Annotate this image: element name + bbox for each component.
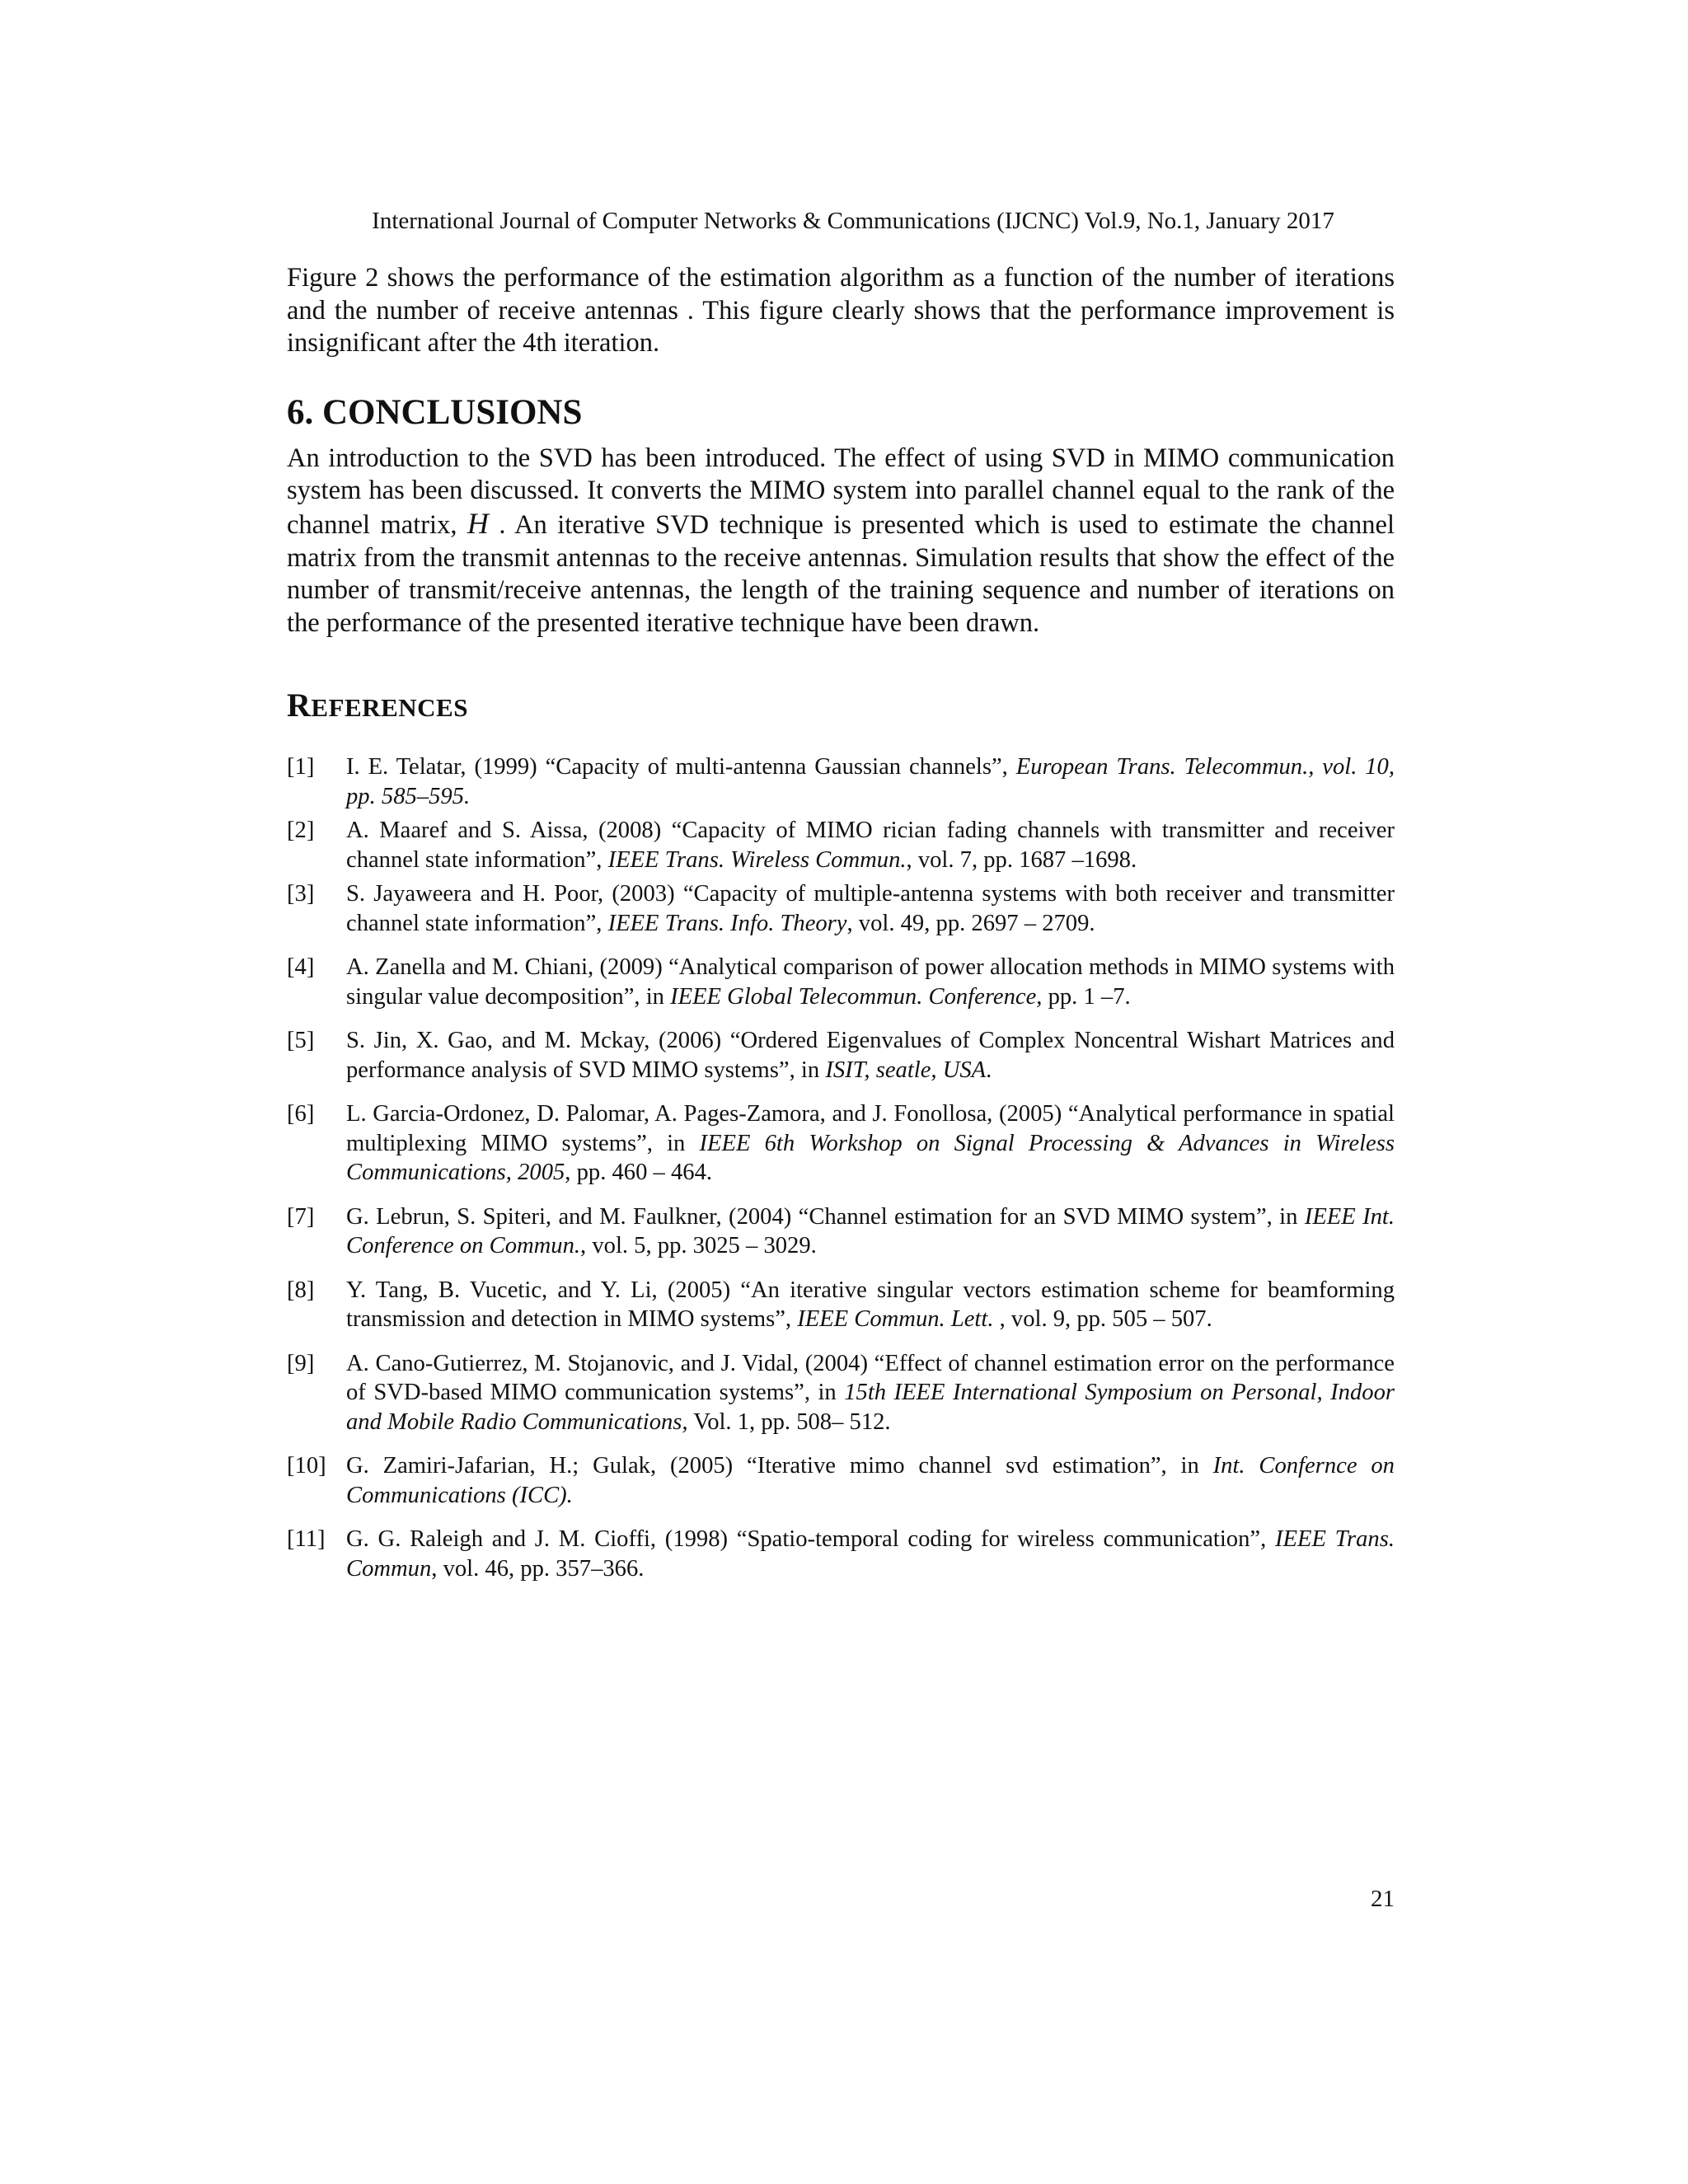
reference-body <box>346 1026 1395 1085</box>
reference-venue: Int. Confernce on Communications (ICC). <box>346 1453 1395 1508</box>
reference-body <box>346 1276 1395 1334</box>
reference-text: I. E. Telatar, (1999) “Capacity of multi-antenna Gaussian channels”, <box>346 754 1016 780</box>
reference-venue: IEEE Global Telecommun. Conference, <box>670 983 1043 1010</box>
reference-body <box>346 953 1395 1011</box>
reference-number: [3] <box>287 881 315 907</box>
references-heading <box>287 687 1395 726</box>
reference-body <box>346 1451 1395 1510</box>
reference-body <box>346 1525 1395 1583</box>
page-content <box>287 262 1395 1598</box>
reference-number: [10] <box>287 1453 326 1479</box>
reference-number: [11] <box>287 1526 326 1553</box>
reference-body <box>346 752 1395 811</box>
reference-venue: IEEE Trans. Info. Theory <box>607 910 847 936</box>
reference-body <box>346 879 1395 938</box>
reference-tail: pp. 1 –7. <box>1042 983 1131 1010</box>
reference-venue: European Trans. Telecommun., vol. 10, pp. 585–595. <box>346 754 1395 809</box>
reference-tail: . <box>986 1057 992 1083</box>
running-header: International Journal of Computer Networks & Communications (IJCNC) Vol.9, No.1, January 2017 <box>372 208 1334 234</box>
reference-item-9 <box>287 1349 1395 1437</box>
reference-tail: , vol. 46, pp. 357–366. <box>431 1555 645 1582</box>
reference-venue: IEEE 6th Workshop on Signal Processing & Advances in Wireless Communications, 2005 <box>346 1130 1395 1186</box>
reference-text: A. Maaref and S. Aissa, (2008) “Capacity of MIMO rician fading channels with transmitter and receiver channel state information”, <box>346 818 1395 873</box>
reference-venue: IEEE Trans. Commun <box>346 1526 1395 1582</box>
reference-text: Y. Tang, B. Vucetic, and Y. Li, (2005) “An iterative singular vectors estimation scheme for beamforming transmission and detection in MIMO systems”, <box>346 1277 1395 1333</box>
reference-text: G. G. Raleigh and J. M. Cioffi, (1998) “Spatio-temporal coding for wireless communication”, <box>346 1526 1275 1553</box>
reference-number: [7] <box>287 1203 315 1230</box>
reference-item-10 <box>287 1451 1395 1510</box>
conclusions-heading: 6. CONCLUSIONS <box>287 392 583 432</box>
reference-number: [5] <box>287 1028 315 1054</box>
reference-text: S. Jin, X. Gao, and M. Mckay, (2006) “Ordered Eigenvalues of Complex Noncentral Wishart Matrices and performance analysis of SVD MIMO systems”, in <box>346 1028 1395 1083</box>
conclusions-paragraph <box>287 443 1395 640</box>
reference-item-7 <box>287 1202 1395 1261</box>
reference-venue: ISIT, seatle, USA <box>825 1057 987 1083</box>
channel-matrix-symbol: H <box>467 506 489 540</box>
reference-item-5 <box>287 1026 1395 1085</box>
reference-tail: Vol. 1, pp. 508– 512. <box>687 1408 891 1435</box>
reference-body <box>346 1099 1395 1188</box>
reference-number: [8] <box>287 1277 315 1303</box>
reference-item-11 <box>287 1525 1395 1583</box>
reference-body <box>346 1349 1395 1437</box>
reference-item-1 <box>287 752 1395 811</box>
reference-tail: , pp. 460 – 464. <box>565 1160 713 1186</box>
reference-venue: IEEE Commun. Lett. <box>797 1306 994 1333</box>
reference-text: S. Jayaweera and H. Poor, (2003) “Capacity of multiple-antenna systems with both receiver and transmitter channel state information”, <box>346 881 1395 936</box>
references-heading-initial: R <box>287 687 312 724</box>
reference-text: A. Zanella and M. Chiani, (2009) “Analytical comparison of power allocation methods in MIMO systems with singular value decomposition”, in <box>346 954 1395 1010</box>
reference-text: A. Cano-Gutierrez, M. Stojanovic, and J. Vidal, (2004) “Effect of channel estimation error on the performance of SVD-based MIMO communication systems”, in <box>346 1350 1395 1406</box>
reference-item-4 <box>287 953 1395 1011</box>
reference-item-6 <box>287 1099 1395 1188</box>
reference-number: [1] <box>287 754 315 780</box>
reference-tail: , vol. 5, pp. 3025 – 3029. <box>580 1233 817 1259</box>
reference-number: [4] <box>287 954 315 981</box>
reference-body <box>346 1202 1395 1261</box>
conclusions-text-before: An introduction to the SVD has been introduced. The effect of using SVD in MIMO communication system has been discussed. It converts the MIMO system into parallel channel equal to the rank of the channel matrix, <box>287 443 1395 540</box>
reference-number: [2] <box>287 818 315 844</box>
reference-item-2 <box>287 816 1395 874</box>
reference-number: [6] <box>287 1101 315 1127</box>
reference-text: L. Garcia-Ordonez, D. Palomar, A. Pages-Zamora, and J. Fonollosa, (2005) “Analytical performance in spatial multiplexing MIMO systems”, in <box>346 1101 1395 1156</box>
reference-tail: , vol. 49, pp. 2697 – 2709. <box>846 910 1095 936</box>
references-heading-rest: EFERENCES <box>311 693 468 723</box>
reference-item-3 <box>287 879 1395 938</box>
reference-list <box>287 752 1395 1583</box>
reference-number: [9] <box>287 1350 315 1376</box>
reference-text: G. Zamiri-Jafarian, H.; Gulak, (2005) “Iterative mimo channel svd estimation”, in <box>346 1453 1213 1479</box>
intro-paragraph: Figure 2 shows the performance of the estimation algorithm as a function of the number of iterations and the number of receive antennas . This figure clearly shows that the performance improvement is insignificant after the 4th iteration. <box>287 263 1395 359</box>
reference-venue: IEEE Trans. Wireless Commun. <box>607 846 907 873</box>
reference-body <box>346 816 1395 874</box>
page-number: 21 <box>1371 1886 1395 1912</box>
reference-item-8 <box>287 1276 1395 1334</box>
reference-venue: 15th IEEE International Symposium on Personal, Indoor and Mobile Radio Communications, <box>346 1380 1395 1435</box>
reference-tail: , vol. 9, pp. 505 – 507. <box>993 1306 1212 1333</box>
reference-venue: IEEE Int. Conference on Commun. <box>346 1203 1395 1259</box>
conclusions-text-after: . An iterative SVD technique is presented which is used to estimate the channel matrix from the transmit antennas to the receive antennas. Simulation results that show the effect of the number of transmit/receive antennas, the length of the training sequence and number of iterations on the performance of the presented iterative technique have been drawn. <box>287 509 1395 638</box>
reference-tail: , vol. 7, pp. 1687 –1698. <box>906 846 1137 873</box>
reference-text: G. Lebrun, S. Spiteri, and M. Faulkner, (2004) “Channel estimation for an SVD MIMO system”, in <box>346 1203 1305 1230</box>
